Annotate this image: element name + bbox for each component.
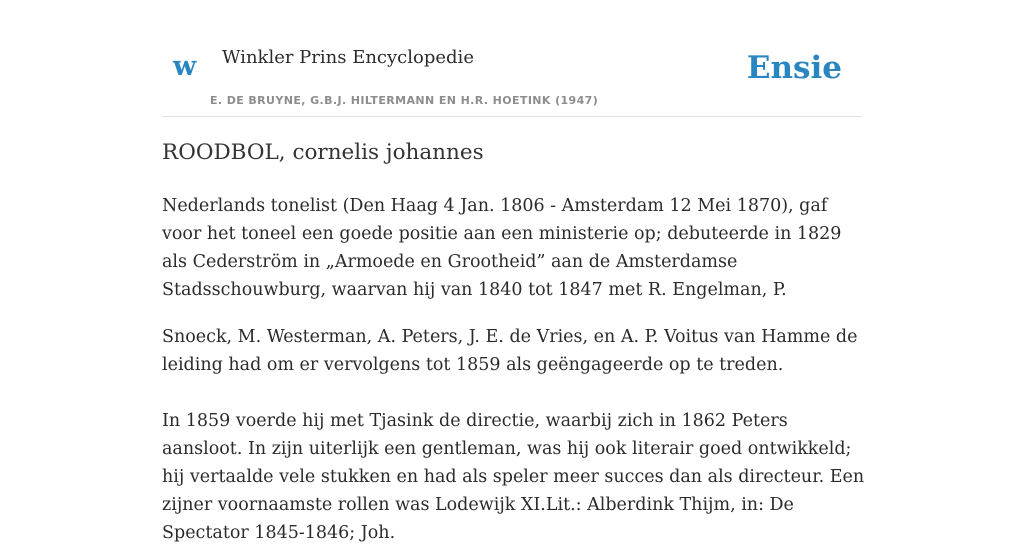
article-paragraph: Snoeck, M. Westerman, A. Peters, J. E. de Vries, en A. P. Voitus van Hamme de leiding had om er vervolgens tot 1859 als geëngageerde op te treden. — [162, 327, 858, 375]
article-paragraph: In 1859 voerde hij met Tjasink de directie, waarbij zich in 1862 Peters aansloot. In zijn uiterlijk een gentleman, was hij ook literair goed ontwikkeld; hij vertaalde vele stukken en had als speler meer succes dan als directeur. Een zijner voornaamste rollen was Lodewijk XI.Lit.: Alberdink Thijm, in: De Spectator 1845-1846; Joh. — [162, 411, 865, 543]
publication-logo[interactable]: w — [173, 51, 197, 82]
publication-authors: E. DE BRUYNE, G.B.J. HILTERMANN EN H.R. HOETINK (1947) — [210, 94, 599, 107]
ensie-brand-logo[interactable]: Ensie — [746, 50, 842, 86]
article-body — [162, 192, 867, 547]
publication-title[interactable]: Winkler Prins Encyclopedie — [222, 47, 474, 68]
header — [162, 40, 862, 117]
article-title: ROODBOL, cornelis johannes — [162, 140, 484, 165]
article-paragraph: Nederlands tonelist (Den Haag 4 Jan. 1806 - Amsterdam 12 Mei 1870), gaf voor het toneel een goede positie aan een ministerie op; debuteerde in 1829 als Cederström in „Armoede en Grootheid” aan de Amsterdamse Stadsschouwburg, waarvan hij van 1840 tot 1847 met R. Engelman, P. — [162, 196, 842, 300]
